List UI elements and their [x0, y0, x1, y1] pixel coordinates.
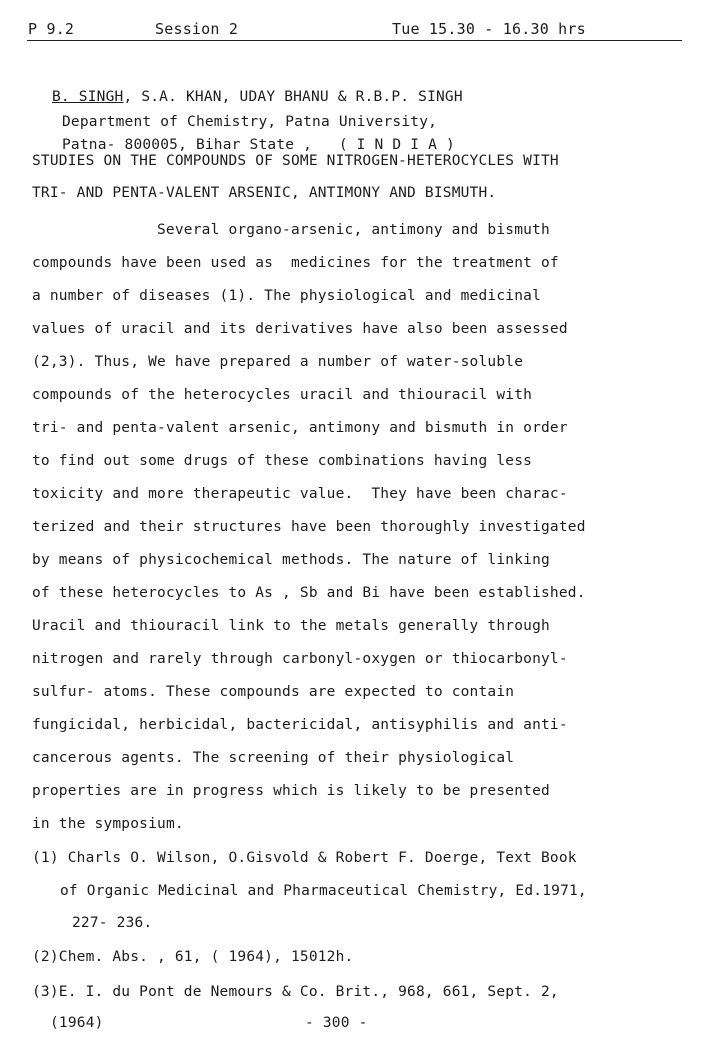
- reference-3: (3)E. I. du Pont de Nemours & Co. Brit., 968, 661, Sept. 2,: [32, 984, 559, 1000]
- reference-1-cont: of Organic Medicinal and Pharmaceutical Chemistry, Ed.1971,: [60, 883, 587, 899]
- page-number: - 300 -: [305, 1015, 368, 1031]
- lead-author: B. SINGH: [52, 89, 124, 105]
- body-line: nitrogen and rarely through carbonyl-oxygen or thiocarbonyl-: [32, 651, 568, 667]
- reference-1-pages: 227- 236.: [72, 915, 153, 931]
- body-line: Several organo-arsenic, antimony and bismuth: [157, 222, 550, 238]
- body-line: Uracil and thiouracil link to the metals generally through: [32, 618, 550, 634]
- body-line: cancerous agents. The screening of their physiological: [32, 750, 515, 766]
- reference-3-year: (1964): [50, 1015, 104, 1031]
- body-line: compounds of the heterocycles uracil and thiouracil with: [32, 387, 533, 403]
- reference-1: (1) Charls O. Wilson, O.Gisvold & Robert F. Doerge, Text Book: [32, 850, 577, 866]
- body-line: a number of diseases (1). The physiological and medicinal: [32, 288, 541, 304]
- body-line: (2,3). Thus, We have prepared a number of water-soluble: [32, 354, 524, 370]
- affiliation-line-1: Department of Chemistry, Patna University,: [62, 114, 438, 130]
- body-line: sulfur- atoms. These compounds are expected to contain: [32, 684, 515, 700]
- body-line: in the symposium.: [32, 816, 184, 832]
- co-authors: , S.A. KHAN, UDAY BHANU & R.B.P. SINGH: [123, 89, 463, 105]
- reference-2: (2)Chem. Abs. , 61, ( 1964), 15012h.: [32, 949, 354, 965]
- body-line: of these heterocycles to As , Sb and Bi have been established.: [32, 585, 586, 601]
- title-line-2: TRI- AND PENTA-VALENT ARSENIC, ANTIMONY AND BISMUTH.: [32, 185, 497, 201]
- body-line: fungicidal, herbicidal, bactericidal, antisyphilis and anti-: [32, 717, 568, 733]
- body-line: properties are in progress which is likely to be presented: [32, 783, 550, 799]
- affiliation-line-2: Patna- 800005, Bihar State , ( I N D I A ): [62, 137, 455, 153]
- author-line: [52, 88, 463, 106]
- body-line: tri- and penta-valent arsenic, antimony and bismuth in order: [32, 420, 568, 436]
- paper-number: P 9.2: [28, 20, 75, 38]
- body-line: terized and their structures have been thoroughly investigated: [32, 519, 586, 535]
- body-line: compounds have been used as medicines for the treatment of: [32, 255, 559, 271]
- body-line: to find out some drugs of these combinations having less: [32, 453, 533, 469]
- header-rule: [27, 40, 682, 41]
- session-time: Tue 15.30 - 16.30 hrs: [392, 20, 586, 38]
- session-label: Session 2: [155, 20, 239, 38]
- title-line-1: STUDIES ON THE COMPOUNDS OF SOME NITROGEN-HETEROCYCLES WITH: [32, 153, 559, 169]
- body-line: by means of physicochemical methods. The nature of linking: [32, 552, 550, 568]
- body-line: values of uracil and its derivatives have also been assessed: [32, 321, 568, 337]
- body-line: toxicity and more therapeutic value. They have been charac-: [32, 486, 568, 502]
